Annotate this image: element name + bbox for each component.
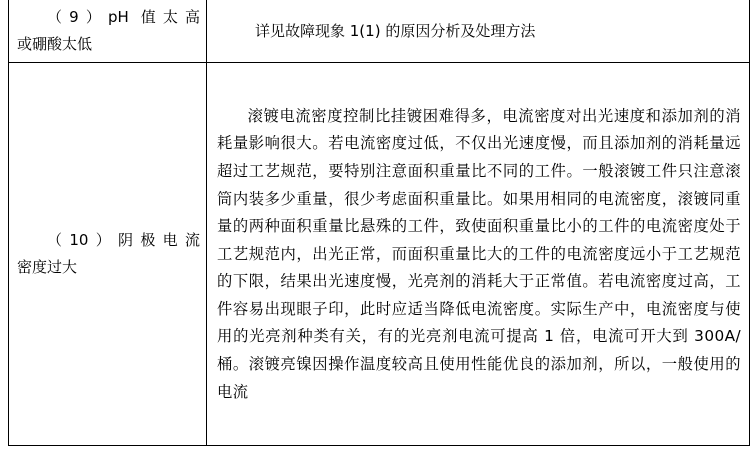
cause-cell xyxy=(9,0,207,62)
cause-text-line2: 或硼酸太低 xyxy=(17,34,93,53)
cause-cell xyxy=(9,62,207,445)
cause-text-line1: （9）pH 值太高 xyxy=(47,7,200,26)
cause-text-line1: （10）阴极电流 xyxy=(47,230,200,249)
table-row xyxy=(9,0,750,62)
cause-text-line2: 密度过大 xyxy=(17,257,78,276)
remedy-cell: 详见故障现象 1(1) 的原因分析及处理方法 xyxy=(207,0,750,62)
table-row xyxy=(9,62,750,445)
remedy-paragraph: 滚镀电流密度控制比挂镀困难得多，电流密度对出光速度和添加剂的消耗量影响很大。若电流密度过低，不仅出光速度慢，而且添加剂的消耗量远超过工艺规范，要特别注意面积重量比不同的工件。一般滚镀工件只注意滚筒内装多少重量，很少考虑面积重量比。如果用相同的电流密度，滚镀同重量的两种面积重量比悬殊的工件，致使面积重量比小的工件的电流密度处于工艺规范内，出光正常，而面积重量比大的工件的电流密度远小于工艺规范的下限，结果出光速度慢，光亮剂的消耗大于正常值。若电流密度过高，工件容易出现眼子印，此时应适当降低电流密度。实际生产中，电流密度与使用的光亮剂种类有关，有的光亮剂电流可提高 1 倍，电流可开大到 300A/桶。滚镀亮镍因操作温度较高且使用性能优良的添加剂，所以，一般使用的电流 xyxy=(217,106,741,401)
remedy-cell xyxy=(207,62,750,445)
fault-analysis-table xyxy=(8,0,750,446)
